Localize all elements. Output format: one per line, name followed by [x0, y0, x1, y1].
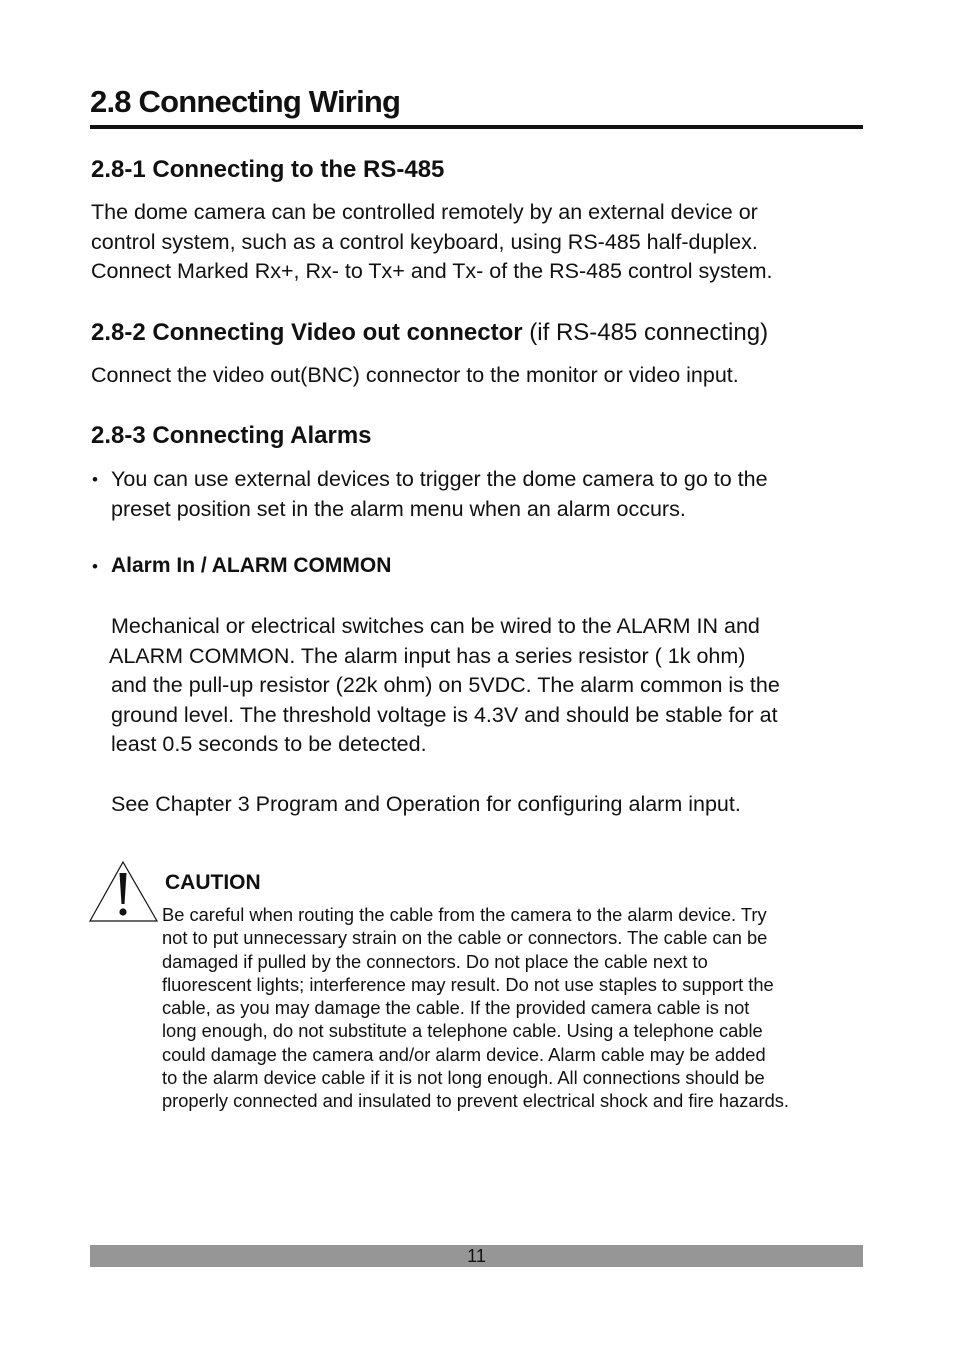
warning-triangle-icon: [88, 860, 160, 924]
text-line: Mechanical or electrical switches can be wired to the ALARM IN and: [111, 614, 760, 638]
text-line: You can use external devices to trigger the dome camera to go to the: [111, 467, 768, 491]
bullet-icon: •: [92, 557, 98, 576]
alarm-description: [111, 612, 780, 760]
text-line: least 0.5 seconds to be detected.: [111, 732, 427, 756]
text-line: long enough, do not substitute a telephone cable. Using a telephone cable: [162, 1020, 763, 1042]
text-line: fluorescent lights; interference may result. Do not use staples to support the: [162, 973, 774, 995]
see-chapter-line: See Chapter 3 Program and Operation for configuring alarm input.: [111, 792, 741, 816]
text-line: cable, as you may damage the cable. If the provided camera cable is not: [162, 997, 750, 1019]
video-out-paragraph: Connect the video out(BNC) connector to the monitor or video input.: [91, 363, 739, 387]
heading-video-out-suffix: (if RS-485 connecting): [522, 319, 769, 346]
section-title: 2.8 Connecting Wiring: [90, 84, 401, 119]
text-line: could damage the camera and/or alarm device. Alarm cable may be added: [162, 1043, 766, 1065]
text-line: and the pull-up resistor (22k ohm) on 5VDC. The alarm common is the: [111, 673, 780, 697]
title-rule: [90, 125, 863, 129]
caution-body: [162, 903, 789, 1113]
text-line: not to put unnecessary strain on the cable or connectors. The cable can be: [162, 927, 768, 949]
text-line: The dome camera can be controlled remotely by an external device or: [91, 200, 758, 224]
heading-video-out: [91, 319, 768, 347]
bullet-icon: •: [92, 470, 98, 489]
page-number: 11: [467, 1246, 486, 1266]
heading-rs485: 2.8-1 Connecting to the RS-485: [91, 156, 445, 183]
rs485-paragraph: [91, 198, 773, 287]
text-line: ground level. The threshold voltage is 4.3V and should be stable for at: [111, 702, 778, 727]
alarm-intro-paragraph: [111, 465, 768, 524]
alarm-sub-heading: Alarm In / ALARM COMMON: [111, 554, 392, 577]
text-line: Be careful when routing the cable from the camera to the alarm device. Try: [162, 904, 767, 925]
text-line: properly connected and insulated to prevent electrical shock and fire hazards.: [162, 1090, 790, 1112]
caution-title: CAUTION: [165, 871, 261, 894]
text-line: to the alarm device cable if it is not long enough. All connections should be: [162, 1067, 765, 1089]
text-line: damaged if pulled by the connectors. Do not place the cable next to: [162, 950, 708, 972]
text-line: preset position set in the alarm menu when an alarm occurs.: [111, 496, 686, 521]
heading-video-out-main: 2.8-2 Connecting Video out connector: [91, 319, 523, 346]
text-line: Connect Marked Rx+, Rx- to Tx+ and Tx- of the RS-485 control system.: [91, 259, 773, 283]
text-line: ALARM COMMON. The alarm input has a series resistor ( 1k ohm): [109, 643, 746, 668]
heading-alarms: 2.8-3 Connecting Alarms: [91, 422, 372, 449]
text-line: control system, such as a control keyboard, using RS-485 half-duplex.: [91, 229, 758, 254]
